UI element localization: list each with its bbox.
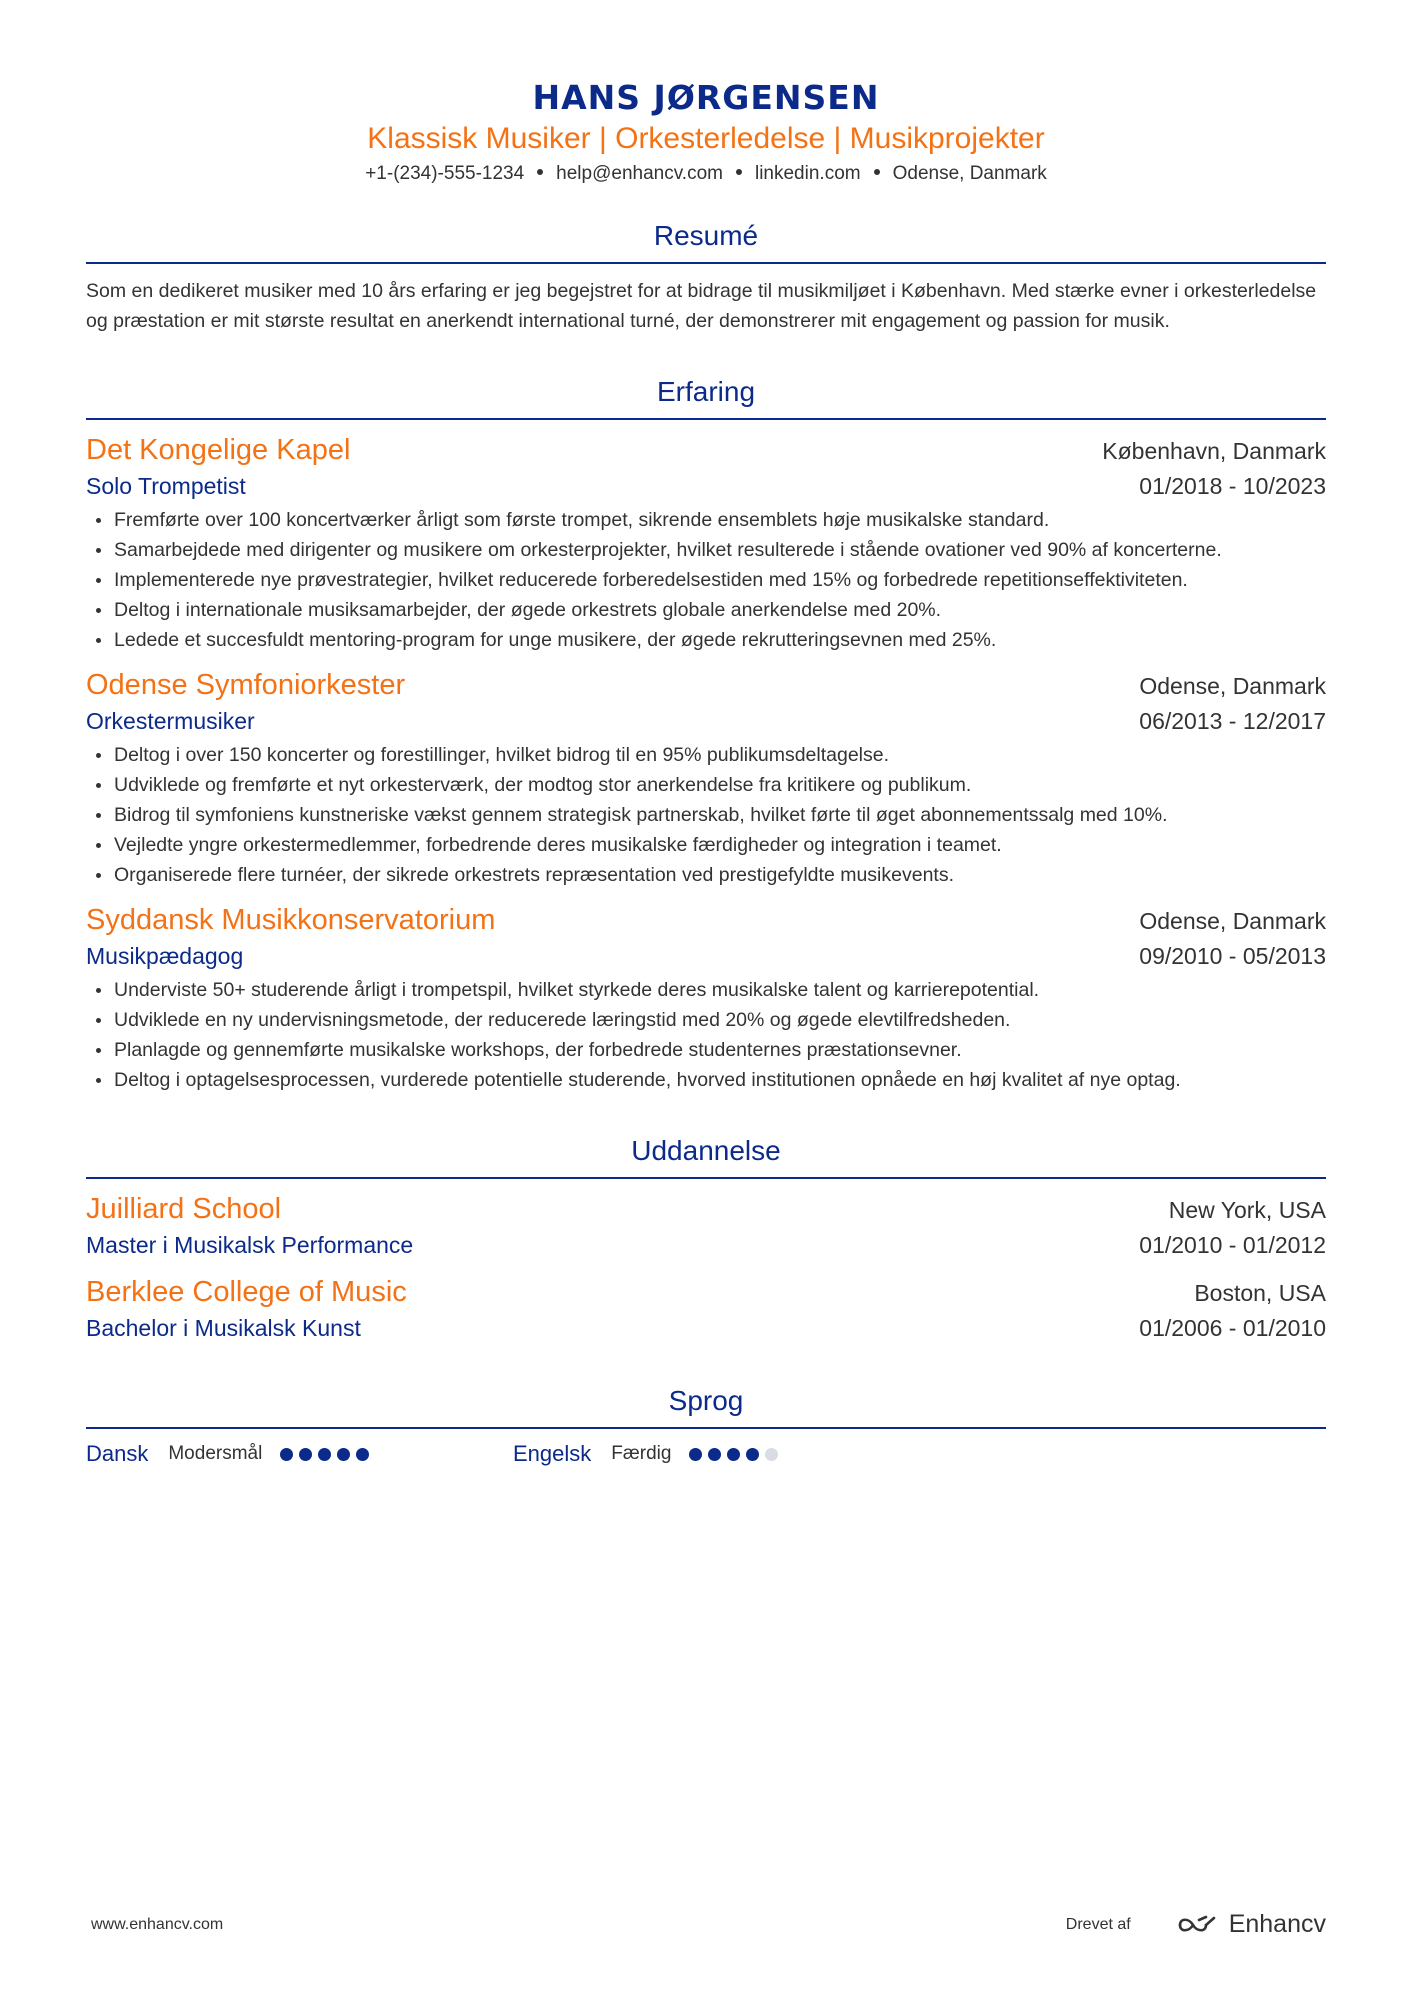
contact-email[interactable]: help@enhancv.com [556,163,723,184]
contact-line [86,160,1326,188]
resume-page [86,0,1326,1469]
contact-phone: +1-(234)-555-1234 [365,163,525,184]
candidate-title: Klassisk Musiker | Orkesterledelse | Musikprojekter [367,122,1045,155]
separator-dot-icon [736,169,742,175]
footer-branding [1066,1910,1326,1939]
experience-dates: 09/2010 - 05/2013 [1139,943,1326,969]
experience-entry [86,432,1326,655]
list-item: Ledede et succesfuldt mentoring-program for unge musikere, der øgede rekrutteringsevnen med 25%. [86,625,1326,655]
resume-header [86,0,1326,188]
list-item: Samarbejdede med dirigenter og musikere om orkesterprojekter, hvilket resulterede i stående ovationer ved 90% af koncerterne. [86,535,1326,565]
rating-dot-filled-icon [318,1448,331,1461]
contact-linkedin[interactable]: linkedin.com [754,163,861,184]
enhancv-logo-icon [1177,1914,1217,1936]
list-item: Underviste 50+ studerende årligt i trompetspil, hvilket styrkede deres musikalske talent og karrierepotential. [86,975,1326,1005]
education-entry [86,1274,1326,1345]
list-item: Fremførte over 100 koncertværker årligt som første trompet, sikrende ensemblets høje musikalske standard. [86,505,1326,535]
contact-location: Odense, Danmark [892,163,1047,184]
education-dates: 01/2006 - 01/2010 [1139,1315,1326,1341]
powered-by-label: Drevet af [1065,1915,1131,1933]
language-name: Engelsk [513,1441,592,1466]
list-item: Deltog i over 150 koncerter og forestillinger, hvilket bidrog til en 95% publikumsdeltagelse. [86,740,1326,770]
summary-section [86,218,1326,336]
language-rating [280,1448,375,1461]
language-item [86,1439,513,1469]
experience-org: Det Kongelige Kapel [86,434,351,466]
footer [91,1910,1326,1939]
experience-location: København, Danmark [1102,438,1326,464]
education-school: Berklee College of Music [86,1276,407,1308]
education-school: Juilliard School [86,1193,282,1225]
section-heading-education: Uddannelse [86,1133,1326,1179]
list-item: Planlagde og gennemførte musikalske workshops, der forbedrede studenternes præstationsevner. [86,1035,1326,1065]
separator-dot-icon [874,169,880,175]
experience-org: Syddansk Musikkonservatorium [86,904,496,936]
experience-location: Odense, Danmark [1139,673,1326,699]
candidate-name: HANS JØRGENSEN [532,78,880,117]
education-location: New York, USA [1168,1197,1326,1223]
list-item: Organiserede flere turnéer, der sikrede orkestrets repræsentation ved prestigefyldte musikevents. [86,860,1326,890]
experience-entry [86,902,1326,1095]
experience-bullets [86,740,1326,890]
list-item: Deltog i optagelsesprocessen, vurderede potentielle studerende, hvorved institutionen opnåede en høj kvalitet af nye optag. [86,1065,1326,1095]
separator-dot-icon [537,169,543,175]
experience-org: Odense Symfoniorkester [86,669,406,701]
rating-dot-filled-icon [708,1448,721,1461]
language-level: Modersmål [168,1443,263,1464]
language-name: Dansk [86,1441,149,1466]
list-item: Udviklede og fremførte et nyt orkesterværk, der modtog stor anerkendelse fra kritikere og publikum. [86,770,1326,800]
experience-entry [86,667,1326,890]
rating-dot-filled-icon [299,1448,312,1461]
list-item: Vejledte yngre orkestermedlemmer, forbedrende deres musikalske færdigheder og integration i teamet. [86,830,1326,860]
experience-role: Musikpædagog [86,943,244,969]
experience-dates: 06/2013 - 12/2017 [1139,708,1326,734]
list-item: Implementerede nye prøvestrategier, hvilket reducerede forberedelsestiden med 15% og forbedrede repetitionseffektiviteten. [86,565,1326,595]
experience-bullets [86,975,1326,1095]
language-item [513,1439,940,1469]
footer-url[interactable]: www.enhancv.com [91,1915,224,1933]
rating-dot-filled-icon [727,1448,740,1461]
education-location: Boston, USA [1194,1280,1326,1306]
rating-dot-filled-icon [280,1448,293,1461]
section-heading-summary: Resumé [86,218,1326,264]
experience-location: Odense, Danmark [1139,908,1326,934]
summary-text: Som en dedikeret musiker med 10 års erfaring er jeg begejstret for at bidrage til musikmiljøet i København. Med stærke evner i orkesterledelse og præstation er mit største resultat en anerkendt international turné, der demonstrerer mit engagement og passion for musik. [86,280,1317,332]
rating-dot-filled-icon [746,1448,759,1461]
rating-dot-empty-icon [765,1448,778,1461]
section-heading-experience: Erfaring [86,374,1326,420]
experience-role: Orkestermusiker [86,708,255,734]
education-dates: 01/2010 - 01/2012 [1139,1232,1326,1258]
list-item: Udviklede en ny undervisningsmetode, der reducerede læringstid med 20% og øgede elevtilfredsheden. [86,1005,1326,1035]
section-heading-languages: Sprog [86,1383,1326,1429]
experience-bullets [86,505,1326,655]
languages-list [86,1439,1326,1469]
list-item: Bidrog til symfoniens kunstneriske vækst gennem strategisk partnerskab, hvilket førte til øget abonnementssalg med 10%. [86,800,1326,830]
education-entry [86,1191,1326,1262]
experience-role: Solo Trompetist [86,473,246,499]
language-level: Færdig [611,1443,672,1464]
rating-dot-filled-icon [689,1448,702,1461]
language-rating [689,1448,784,1461]
education-degree: Bachelor i Musikalsk Kunst [86,1315,361,1341]
brand-name: Enhancv [1228,1910,1326,1938]
education-section [86,1133,1326,1345]
education-degree: Master i Musikalsk Performance [86,1232,414,1258]
experience-section [86,374,1326,1095]
brand-logo[interactable] [1177,1910,1326,1939]
languages-section [86,1383,1326,1469]
rating-dot-filled-icon [337,1448,350,1461]
rating-dot-filled-icon [356,1448,369,1461]
experience-dates: 01/2018 - 10/2023 [1139,473,1326,499]
list-item: Deltog i internationale musiksamarbejder, der øgede orkestrets globale anerkendelse med 20%. [86,595,1326,625]
